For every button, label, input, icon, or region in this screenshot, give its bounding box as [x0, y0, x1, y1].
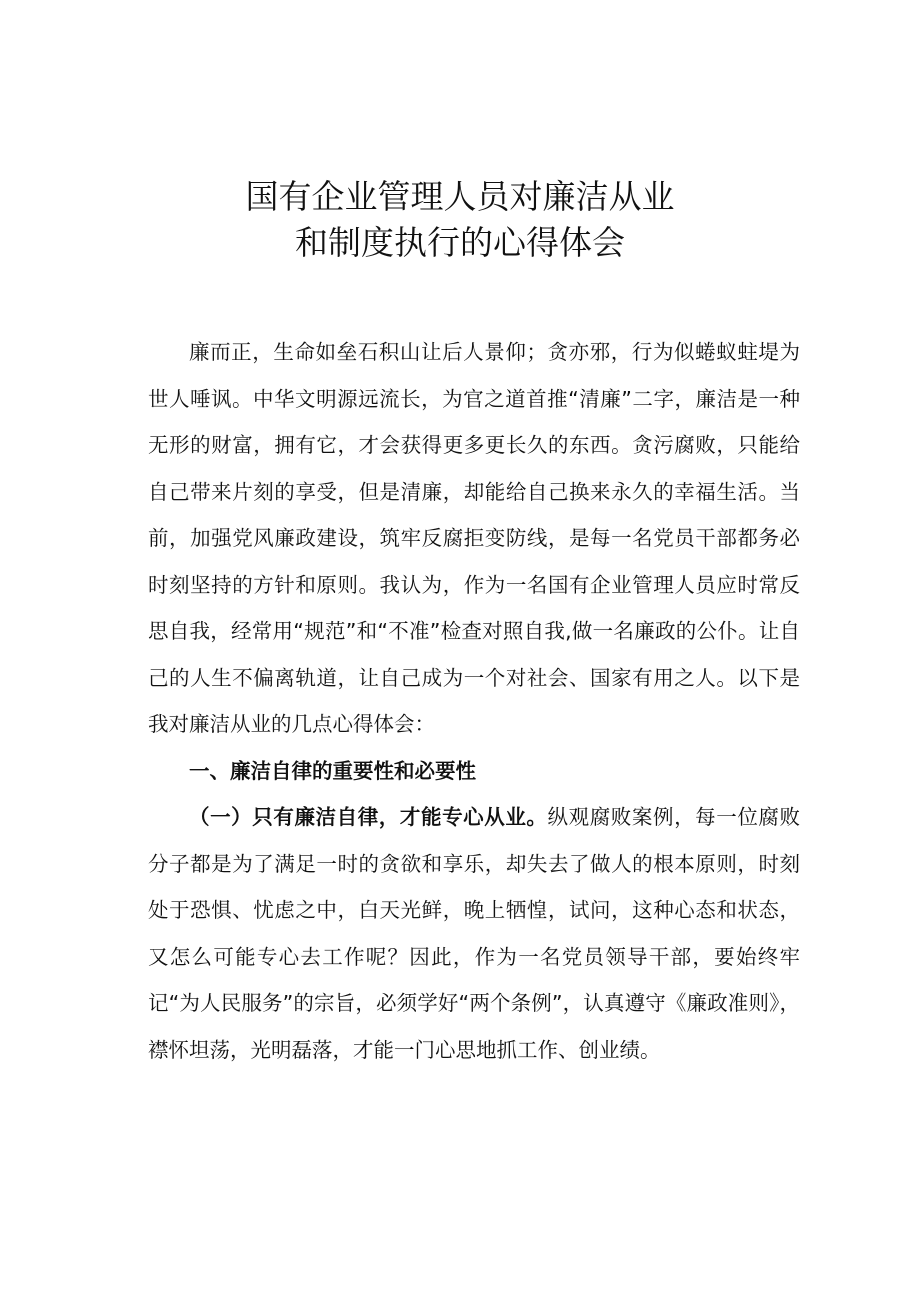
intro-paragraph: 廉而正，生命如垒石积山让后人景仰；贪亦邪，行为似蜷蚁蛀堤为世人唾讽。中华文明源远流长，为官之道首推“清廉”二字，廉洁是一种无形的财富，拥有它，才会获得更多更长久的东西。贪污腐败，只能给自己带来片刻的享受，但是清廉，却能给自己换来永久的幸福生活。当前，加强党风廉政建设，筑牢反腐拒变防线，是每一名党员干部都务必时刻坚持的方针和原则。我认为，作为一名国有企业管理人员应时常反思自我，经常用“规范”和“不准”检查对照自我,做一名廉政的公仆。让自己的人生不偏离轨道，让自己成为一个对社会、国家有用之人。以下是我对廉洁从业的几点心得体会： — [148, 340, 800, 736]
title-line-2: 和制度执行的心得体会 — [295, 223, 625, 263]
subsection-1-lead: （一）只有廉洁自律，才能专心从业。 — [189, 805, 548, 829]
section-1-subsection-1 — [148, 794, 800, 1073]
document-title — [0, 174, 920, 266]
section-1-heading: 一、廉洁自律的重要性和必要性 — [189, 758, 476, 783]
subsection-1-text: 纵观腐败案例，每一位腐败分子都是为了满足一时的贪欲和享乐，却失去了做人的根本原则，时刻处于恐惧、忧虑之中，白天光鲜，晚上牺惶，试问，这种心态和状态，又怎么可能专心去工作呢？因此，作为一名党员领导干部，要始终牢记“为人民服务”的宗旨，必须学好“两个条例”，认真遵守《廉政准则》，襟怀坦荡，光明磊落，才能一门心思地抓工作、创业绩。 — [148, 805, 801, 1062]
document-body — [148, 329, 800, 1073]
title-line-1: 国有企业管理人员对廉洁从业 — [245, 177, 675, 217]
